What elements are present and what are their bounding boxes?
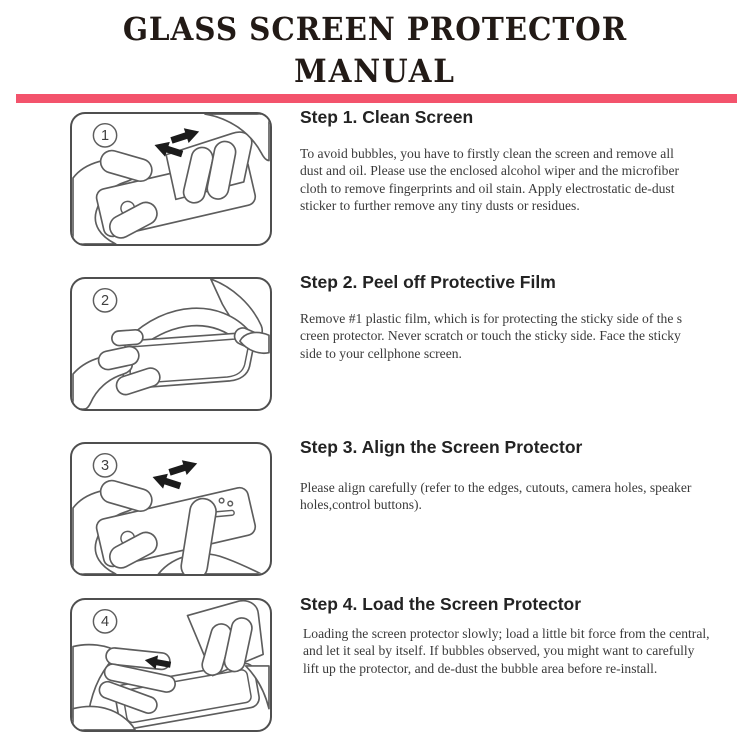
step-number: 3 (100, 458, 110, 475)
body-line: creen protector. Never scratch or touch the sticky side. Face the sticky (300, 328, 681, 344)
step-heading: Step 3. Align the Screen Protector (300, 437, 583, 457)
step-3-illustration-box (70, 442, 272, 576)
peel-film-illustration-icon (72, 279, 270, 409)
body-line: sticker to further remove any tiny dusts or residues. (300, 198, 580, 214)
step-4-text (300, 594, 750, 677)
title-line-1: GLASS SCREEN PROTECTOR (122, 10, 628, 48)
title-line-2: MANUAL (294, 52, 456, 90)
clean-screen-illustration-icon (72, 114, 270, 244)
step-3-text (300, 437, 750, 514)
step-1-illustration-box (70, 112, 272, 246)
body-line: Remove #1 plastic film, which is for protecting the sticky side of the s (300, 311, 683, 326)
step-4-illustration-box (70, 598, 272, 732)
align-protector-illustration-icon (72, 444, 270, 574)
body-line: holes,control buttons). (300, 497, 422, 513)
step-heading: Step 2. Peel off Protective Film (300, 272, 556, 292)
step-body (300, 145, 750, 215)
arrow-right-icon (167, 456, 199, 480)
step-body (300, 625, 750, 677)
load-protector-illustration-icon (72, 600, 270, 730)
step-number: 4 (100, 614, 110, 631)
step-2-text (300, 272, 750, 362)
step-number: 2 (100, 293, 110, 310)
step-row-4 (0, 594, 750, 744)
step-row-2 (0, 272, 750, 422)
step-row-1 (0, 107, 750, 257)
body-line: lift up the protector, and de-dust the bubble area before re-install. (303, 660, 658, 676)
step-heading: Step 1. Clean Screen (300, 107, 474, 127)
step-1-text (300, 107, 750, 215)
step-body (300, 479, 750, 514)
step-number: 1 (100, 128, 110, 145)
body-line: Loading the screen protector slowly; load a little bit force from the central, (303, 626, 710, 641)
title-divider (16, 94, 737, 103)
body-line: and let it seal by itself. If bubbles observed, you might want to carefully (303, 643, 695, 659)
step-heading: Step 4. Load the Screen Protector (300, 594, 582, 614)
body-line: dust and oil. Please use the enclosed alcohol wiper and the microfiber (300, 163, 679, 179)
pull-tab-shape (111, 329, 143, 346)
body-line: To avoid bubbles, you have to firstly clean the screen and remove all (300, 146, 674, 161)
step-2-illustration-box (70, 277, 272, 411)
step-body (300, 310, 750, 362)
body-line: side to your cellphone screen. (300, 345, 462, 361)
step-row-3 (0, 437, 750, 587)
body-line: cloth to remove fingerprints and oil stain. Apply electrostatic de-dust (300, 180, 675, 196)
body-line: Please align carefully (refer to the edges, cutouts, camera holes, speaker (300, 480, 692, 495)
manual-title (0, 10, 750, 89)
